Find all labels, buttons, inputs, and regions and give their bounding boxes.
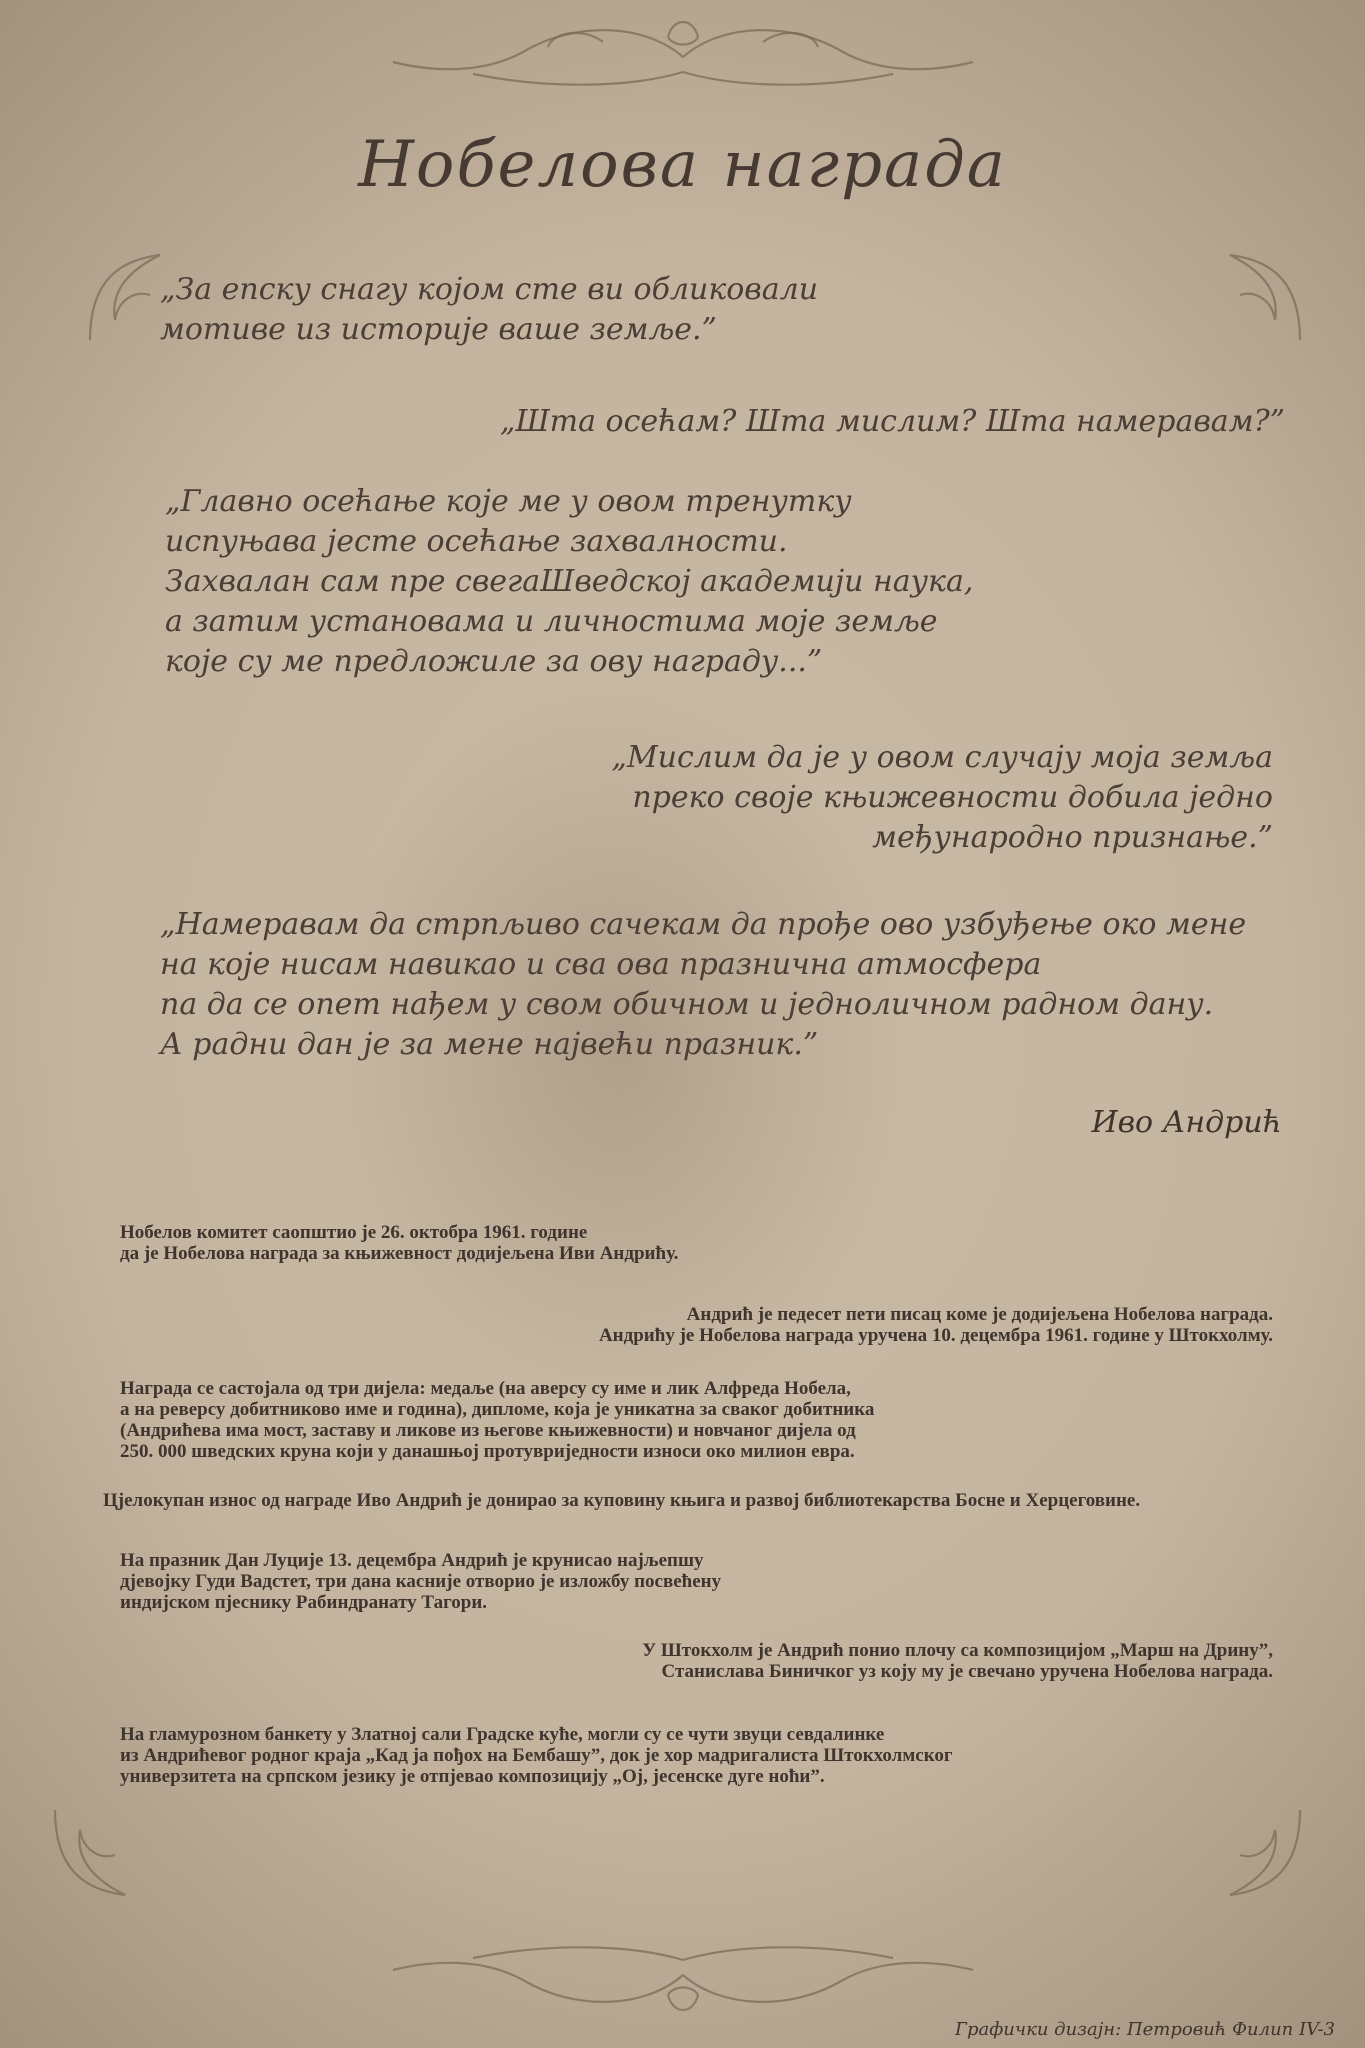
corner-flourish-icon xyxy=(80,240,170,355)
fact-4: Цјелокупан износ од награде Иво Андрић је донирао за куповину књига и развој библиотекарства Босне и Херцеговине. xyxy=(103,1490,1141,1511)
design-credit: Графички дизајн: Петровић Филип IV-3 xyxy=(955,2019,1335,2040)
fact-7: На гламурозном банкету у Златној сали Градске куће, могли су се чути звуци севдалинке из Андрићевог родног краја „Кад ја пођох на Бембашу”, док је хор мадригалиста Штокхолмског универзитета на српском језику је отпјевао композицију „Ој, јесенске дуге ноћи”. xyxy=(120,1724,953,1787)
quote-5: „Намеравам да стрпљиво сачекам да прође ово узбуђење око мене на које нисам навикао и сва ова празнична атмосфера па да се опет нађем у свом обичном и једноличном радном дану. А радни дан је за мене највећи празник.” xyxy=(160,907,1247,1062)
corner-flourish-icon xyxy=(1220,240,1310,355)
fact-5: На празник Дан Луције 13. децембра Андрић је крунисао најљепшу дјевојку Гуди Вадстет, три дана касније отворио је изложбу посвећену индијском пјеснику Рабиндранату Тагори. xyxy=(120,1550,722,1613)
author-signature: Иво Андрић xyxy=(1091,1105,1282,1140)
bottom-ornament-icon xyxy=(373,1930,993,2025)
fact-2: Андрић је педесет пети писац коме је додијељена Нобелова награда. Андрићу је Нобелова награда уручена 10. децембра 1961. године у Штокхолму. xyxy=(598,1304,1273,1346)
quote-2: „Шта осећам? Шта мислим? Шта намеравам?” xyxy=(499,404,1285,439)
fact-1: Нобелов комитет саопштио је 26. октобра 1961. године да је Нобелова награда за књижевност додијељена Иви Андрићу. xyxy=(120,1222,679,1264)
quote-1: „За епску снагу којом сте ви обликовали мотиве из историје ваше земље.” xyxy=(160,272,819,347)
quote-4: „Мислим да је у овом случају моја земља преко своје књижевности добила једно међународно признање.” xyxy=(611,740,1273,855)
corner-flourish-icon xyxy=(45,1800,135,1915)
page-title: Нобелова награда xyxy=(358,128,1007,202)
top-ornament-icon xyxy=(373,12,993,107)
corner-flourish-icon xyxy=(1220,1800,1310,1915)
fact-3: Награда се састојала од три дијела: медаље (на аверсу су име и лик Алфреда Нобела, а на реверсу добитниково име и година), дипломе, која је уникатна за сваког добитника (Андрићева има мост, заставу и ликове из његове књижевности) и новчаног дијела од 250. 000 шведских круна који у данашњој протувриједности износи око милион евра. xyxy=(120,1378,875,1462)
fact-6: У Штокхолм је Андрић понио плочу са композицијом „Марш на Дрину”, Станислава Биничког уз коју му је свечано уручена Нобелова награда. xyxy=(642,1640,1273,1682)
quote-3: „Главно осећање које ме у овом тренутку испуњава јесте осећање захвалности. Захвалан сам пре свегаШведској академији наука, а затим установама и личностима моје земље које су ме предложиле за ову награду...” xyxy=(165,484,974,679)
